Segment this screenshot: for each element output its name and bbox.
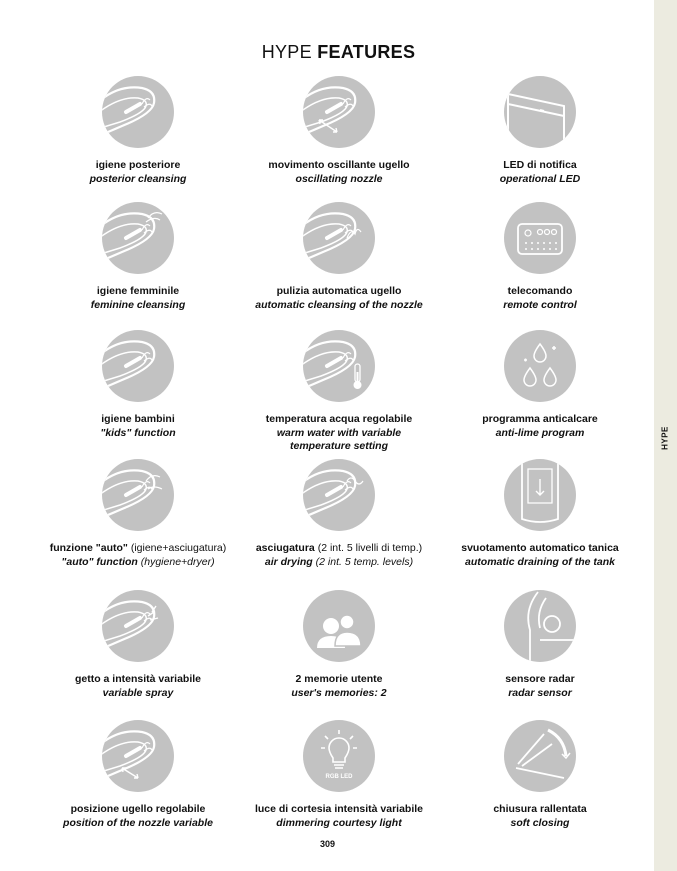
title-bold: FEATURES (317, 42, 416, 62)
feature-kids-function: igiene bambini "kids" function (33, 330, 243, 440)
kids-function-icon (102, 330, 174, 402)
user-memories-icon (303, 590, 375, 662)
operational-led-icon (504, 76, 576, 148)
remote-control-icon (504, 202, 576, 274)
feature-remote-control: telecomando remote control (435, 202, 645, 312)
feature-oscillating-nozzle: movimento oscillante ugello oscillating nozzle (234, 76, 444, 186)
feature-variable-spray: getto a intensità variabile variable spray (33, 590, 243, 700)
page-title (0, 42, 677, 63)
courtesy-light-icon (303, 720, 375, 792)
feature-soft-closing: chiusura rallentata soft closing (435, 720, 645, 830)
air-drying-icon (303, 459, 375, 531)
feature-water-temperature: temperatura acqua regolabile warm water with variable temperature setting (234, 330, 444, 454)
feature-air-drying: asciugatura (2 int. 5 livelli di temp.) air drying (2 int. 5 temp. levels) (234, 459, 444, 569)
feature-courtesy-light: RGB LED luce di cortesia intensità variabile dimmering courtesy light (234, 720, 444, 830)
nozzle-cleansing-icon (303, 202, 375, 274)
page-number: 309 (319, 839, 336, 849)
radar-sensor-icon (504, 590, 576, 662)
feature-anti-lime: programma anticalcare anti-lime program (435, 330, 645, 440)
variable-spray-icon (102, 590, 174, 662)
feature-auto-function: funzione "auto" (igiene+asciugatura) "auto" function (hygiene+dryer) (33, 459, 243, 569)
side-strip (654, 0, 677, 871)
auto-function-icon (102, 459, 174, 531)
posterior-cleansing-icon (102, 76, 174, 148)
feature-user-memories: 2 memorie utente user's memories: 2 (234, 590, 444, 700)
feature-radar-sensor: sensore radar radar sensor (435, 590, 645, 700)
soft-closing-icon (504, 720, 576, 792)
feature-feminine-cleansing: igiene femminile feminine cleansing (33, 202, 243, 312)
feature-nozzle-cleansing: pulizia automatica ugello automatic cleansing of the nozzle (234, 202, 444, 312)
feminine-cleansing-icon (102, 202, 174, 274)
side-label: HYPE (660, 426, 670, 450)
tank-draining-icon (504, 459, 576, 531)
water-temperature-icon (303, 330, 375, 402)
rgb-led-text: RGB LED (325, 774, 353, 780)
feature-nozzle-position: posizione ugello regolabile position of the nozzle variable (33, 720, 243, 830)
anti-lime-icon (504, 330, 576, 402)
feature-operational-led: LED di notifica operational LED (435, 76, 645, 186)
feature-tank-draining: svuotamento automatico tanica automatic draining of the tank (435, 459, 645, 569)
title-regular: HYPE (261, 42, 312, 62)
feature-posterior-cleansing: igiene posteriore posterior cleansing (33, 76, 243, 186)
nozzle-position-icon (102, 720, 174, 792)
oscillating-nozzle-icon (303, 76, 375, 148)
